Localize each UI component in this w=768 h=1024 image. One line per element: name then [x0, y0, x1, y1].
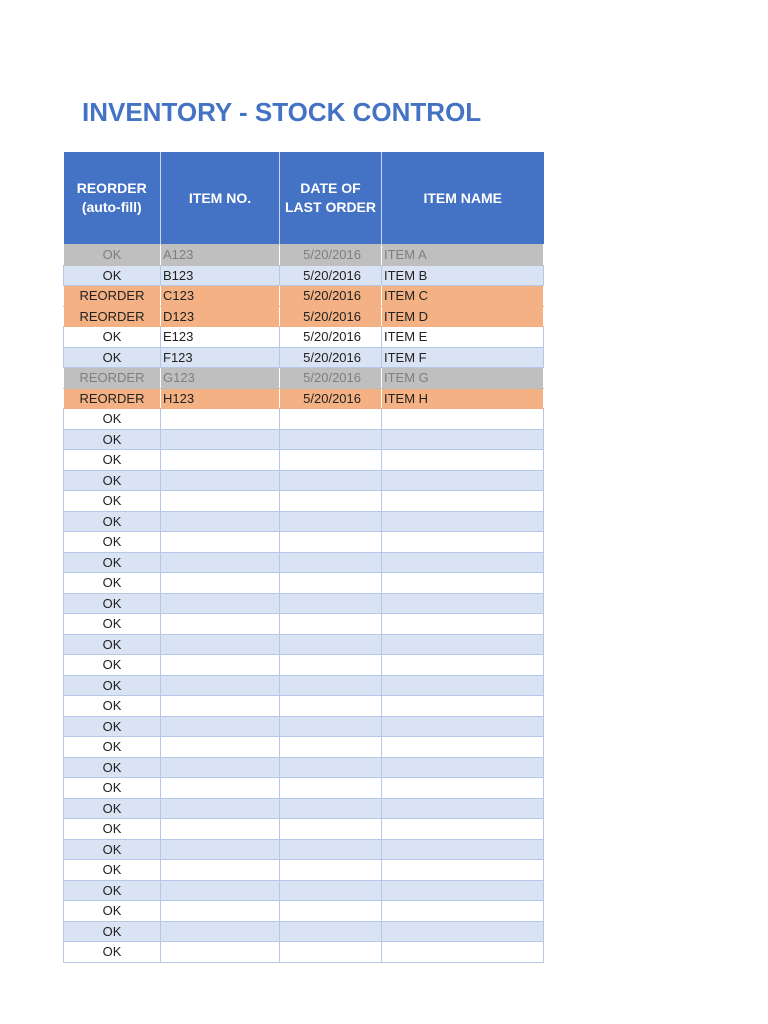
table-row — [64, 778, 544, 799]
item-no-cell[interactable] — [161, 921, 280, 942]
item-no-cell[interactable] — [161, 901, 280, 922]
item-no-cell[interactable]: C123 — [161, 286, 280, 307]
date-cell[interactable] — [280, 532, 382, 553]
status-cell[interactable]: OK — [64, 839, 161, 860]
status-cell[interactable]: OK — [64, 655, 161, 676]
table-row — [64, 819, 544, 840]
table-row — [64, 450, 544, 471]
table-row — [64, 634, 544, 655]
table-row — [64, 327, 544, 348]
status-cell[interactable]: OK — [64, 593, 161, 614]
table-row — [64, 429, 544, 450]
item-no-cell[interactable]: B123 — [161, 265, 280, 286]
status-cell[interactable]: OK — [64, 696, 161, 717]
item-no-cell[interactable] — [161, 942, 280, 963]
item-name-cell[interactable] — [382, 675, 544, 696]
status-cell[interactable]: OK — [64, 901, 161, 922]
page-title: INVENTORY - STOCK CONTROL — [82, 97, 482, 127]
item-no-cell[interactable] — [161, 409, 280, 430]
date-cell[interactable] — [280, 634, 382, 655]
table-row — [64, 593, 544, 614]
item-name-cell[interactable] — [382, 839, 544, 860]
item-no-cell[interactable]: E123 — [161, 327, 280, 348]
table-row — [64, 901, 544, 922]
item-no-cell[interactable] — [161, 573, 280, 594]
status-cell[interactable]: REORDER — [64, 388, 161, 409]
item-name-cell[interactable] — [382, 573, 544, 594]
table-body — [64, 245, 544, 963]
date-cell[interactable] — [280, 573, 382, 594]
date-cell[interactable]: 5/20/2016 — [280, 347, 382, 368]
header-date-line1: DATE OF — [300, 180, 361, 196]
table-row — [64, 265, 544, 286]
item-no-cell[interactable] — [161, 675, 280, 696]
status-cell[interactable]: OK — [64, 409, 161, 430]
status-cell[interactable]: OK — [64, 470, 161, 491]
item-name-cell[interactable] — [382, 491, 544, 512]
table-row — [64, 306, 544, 327]
item-no-cell[interactable] — [161, 634, 280, 655]
item-name-cell[interactable] — [382, 798, 544, 819]
table-row — [64, 491, 544, 512]
date-cell[interactable]: 5/20/2016 — [280, 327, 382, 348]
item-name-cell[interactable] — [382, 819, 544, 840]
table-row — [64, 245, 544, 266]
header-item-no[interactable] — [161, 152, 280, 245]
table-row — [64, 798, 544, 819]
item-name-cell[interactable]: ITEM A — [382, 245, 544, 266]
item-no-cell[interactable] — [161, 450, 280, 471]
table-row — [64, 511, 544, 532]
date-cell[interactable] — [280, 696, 382, 717]
table-row — [64, 921, 544, 942]
date-cell[interactable] — [280, 552, 382, 573]
table-row — [64, 470, 544, 491]
status-cell[interactable]: OK — [64, 450, 161, 471]
item-name-cell[interactable] — [382, 511, 544, 532]
status-cell[interactable]: OK — [64, 675, 161, 696]
item-no-cell[interactable] — [161, 532, 280, 553]
item-name-cell[interactable]: ITEM G — [382, 368, 544, 389]
item-no-cell[interactable]: A123 — [161, 245, 280, 266]
status-cell[interactable]: OK — [64, 942, 161, 963]
date-cell[interactable]: 5/20/2016 — [280, 265, 382, 286]
date-cell[interactable] — [280, 921, 382, 942]
item-name-cell[interactable] — [382, 450, 544, 471]
table-row — [64, 286, 544, 307]
date-cell[interactable] — [280, 511, 382, 532]
table-row — [64, 655, 544, 676]
status-cell[interactable]: OK — [64, 265, 161, 286]
item-name-cell[interactable] — [382, 901, 544, 922]
item-name-cell[interactable] — [382, 880, 544, 901]
header-item-name[interactable] — [382, 152, 544, 245]
status-cell[interactable]: OK — [64, 634, 161, 655]
table-row — [64, 942, 544, 963]
item-no-cell[interactable] — [161, 614, 280, 635]
item-name-cell[interactable] — [382, 716, 544, 737]
date-cell[interactable] — [280, 778, 382, 799]
date-cell[interactable] — [280, 429, 382, 450]
status-cell[interactable]: OK — [64, 716, 161, 737]
status-cell[interactable]: OK — [64, 532, 161, 553]
table-row — [64, 573, 544, 594]
status-cell[interactable]: OK — [64, 737, 161, 758]
item-name-cell[interactable] — [382, 921, 544, 942]
header-item-name-label: ITEM NAME — [423, 189, 503, 206]
item-name-cell[interactable] — [382, 614, 544, 635]
item-no-cell[interactable]: G123 — [161, 368, 280, 389]
status-cell[interactable]: OK — [64, 798, 161, 819]
table-row — [64, 614, 544, 635]
item-name-cell[interactable] — [382, 470, 544, 491]
date-cell[interactable]: 5/20/2016 — [280, 245, 382, 266]
status-cell[interactable]: OK — [64, 245, 161, 266]
item-no-cell[interactable] — [161, 737, 280, 758]
date-cell[interactable] — [280, 655, 382, 676]
date-cell[interactable]: 5/20/2016 — [280, 388, 382, 409]
date-cell[interactable] — [280, 614, 382, 635]
header-date-line2: LAST ORDER — [285, 199, 376, 215]
item-name-cell[interactable] — [382, 409, 544, 430]
table-row — [64, 388, 544, 409]
item-name-cell[interactable] — [382, 552, 544, 573]
item-no-cell[interactable] — [161, 778, 280, 799]
date-cell[interactable] — [280, 860, 382, 881]
status-cell[interactable]: OK — [64, 757, 161, 778]
date-cell[interactable] — [280, 716, 382, 737]
item-no-cell[interactable] — [161, 511, 280, 532]
status-cell[interactable]: OK — [64, 327, 161, 348]
date-cell[interactable] — [280, 757, 382, 778]
item-no-cell[interactable] — [161, 880, 280, 901]
status-cell[interactable]: OK — [64, 860, 161, 881]
table-row — [64, 675, 544, 696]
item-no-cell[interactable] — [161, 491, 280, 512]
item-name-cell[interactable]: ITEM D — [382, 306, 544, 327]
item-name-cell[interactable] — [382, 634, 544, 655]
table-row — [64, 716, 544, 737]
status-cell[interactable]: OK — [64, 491, 161, 512]
date-cell[interactable]: 5/20/2016 — [280, 306, 382, 327]
date-cell[interactable] — [280, 593, 382, 614]
item-name-cell[interactable] — [382, 532, 544, 553]
status-cell[interactable]: OK — [64, 880, 161, 901]
date-cell[interactable] — [280, 450, 382, 471]
item-name-cell[interactable]: ITEM F — [382, 347, 544, 368]
header-reorder-line2: (auto-fill) — [81, 199, 142, 215]
item-no-cell[interactable]: F123 — [161, 347, 280, 368]
table-row — [64, 409, 544, 430]
date-cell[interactable] — [280, 491, 382, 512]
item-no-cell[interactable] — [161, 655, 280, 676]
inventory-table — [63, 152, 544, 963]
item-no-cell[interactable] — [161, 429, 280, 450]
status-cell[interactable]: REORDER — [64, 368, 161, 389]
date-cell[interactable] — [280, 798, 382, 819]
table-row — [64, 552, 544, 573]
item-name-cell[interactable] — [382, 860, 544, 881]
header-item-no-label: ITEM NO. — [188, 189, 252, 206]
date-cell[interactable] — [280, 409, 382, 430]
item-no-cell[interactable]: D123 — [161, 306, 280, 327]
table-row — [64, 737, 544, 758]
header-reorder[interactable] — [64, 152, 161, 245]
item-name-cell[interactable]: ITEM B — [382, 265, 544, 286]
date-cell[interactable] — [280, 942, 382, 963]
item-name-cell[interactable]: ITEM C — [382, 286, 544, 307]
status-cell[interactable]: OK — [64, 778, 161, 799]
item-no-cell[interactable] — [161, 798, 280, 819]
item-name-cell[interactable] — [382, 778, 544, 799]
item-no-cell[interactable] — [161, 757, 280, 778]
item-name-cell[interactable]: ITEM E — [382, 327, 544, 348]
status-cell[interactable]: OK — [64, 347, 161, 368]
table-row — [64, 347, 544, 368]
table-row — [64, 860, 544, 881]
item-name-cell[interactable]: ITEM H — [382, 388, 544, 409]
item-name-cell[interactable] — [382, 942, 544, 963]
item-no-cell[interactable] — [161, 716, 280, 737]
status-cell[interactable]: OK — [64, 552, 161, 573]
item-no-cell[interactable]: H123 — [161, 388, 280, 409]
date-cell[interactable]: 5/20/2016 — [280, 368, 382, 389]
header-date-last-order[interactable] — [280, 152, 382, 245]
item-name-cell[interactable] — [382, 655, 544, 676]
table-row — [64, 757, 544, 778]
status-cell[interactable]: REORDER — [64, 286, 161, 307]
table-row — [64, 368, 544, 389]
status-cell[interactable]: REORDER — [64, 306, 161, 327]
table-row — [64, 839, 544, 860]
status-cell[interactable]: OK — [64, 819, 161, 840]
table-header — [64, 152, 544, 245]
status-cell[interactable]: OK — [64, 511, 161, 532]
date-cell[interactable] — [280, 880, 382, 901]
header-reorder-line1: REORDER — [76, 180, 147, 196]
date-cell[interactable] — [280, 901, 382, 922]
item-no-cell[interactable] — [161, 860, 280, 881]
table-row — [64, 532, 544, 553]
date-cell[interactable]: 5/20/2016 — [280, 286, 382, 307]
status-cell[interactable]: OK — [64, 614, 161, 635]
date-cell[interactable] — [280, 675, 382, 696]
item-no-cell[interactable] — [161, 593, 280, 614]
header-row — [64, 152, 544, 245]
date-cell[interactable] — [280, 819, 382, 840]
date-cell[interactable] — [280, 839, 382, 860]
date-cell[interactable] — [280, 737, 382, 758]
item-no-cell[interactable] — [161, 696, 280, 717]
item-name-cell[interactable] — [382, 757, 544, 778]
table-row — [64, 880, 544, 901]
status-cell[interactable]: OK — [64, 573, 161, 594]
item-no-cell[interactable] — [161, 839, 280, 860]
item-name-cell[interactable] — [382, 737, 544, 758]
date-cell[interactable] — [280, 470, 382, 491]
status-cell[interactable]: OK — [64, 429, 161, 450]
status-cell[interactable]: OK — [64, 921, 161, 942]
item-name-cell[interactable] — [382, 696, 544, 717]
item-no-cell[interactable] — [161, 470, 280, 491]
item-name-cell[interactable] — [382, 429, 544, 450]
item-name-cell[interactable] — [382, 593, 544, 614]
item-no-cell[interactable] — [161, 819, 280, 840]
table-row — [64, 696, 544, 717]
item-no-cell[interactable] — [161, 552, 280, 573]
